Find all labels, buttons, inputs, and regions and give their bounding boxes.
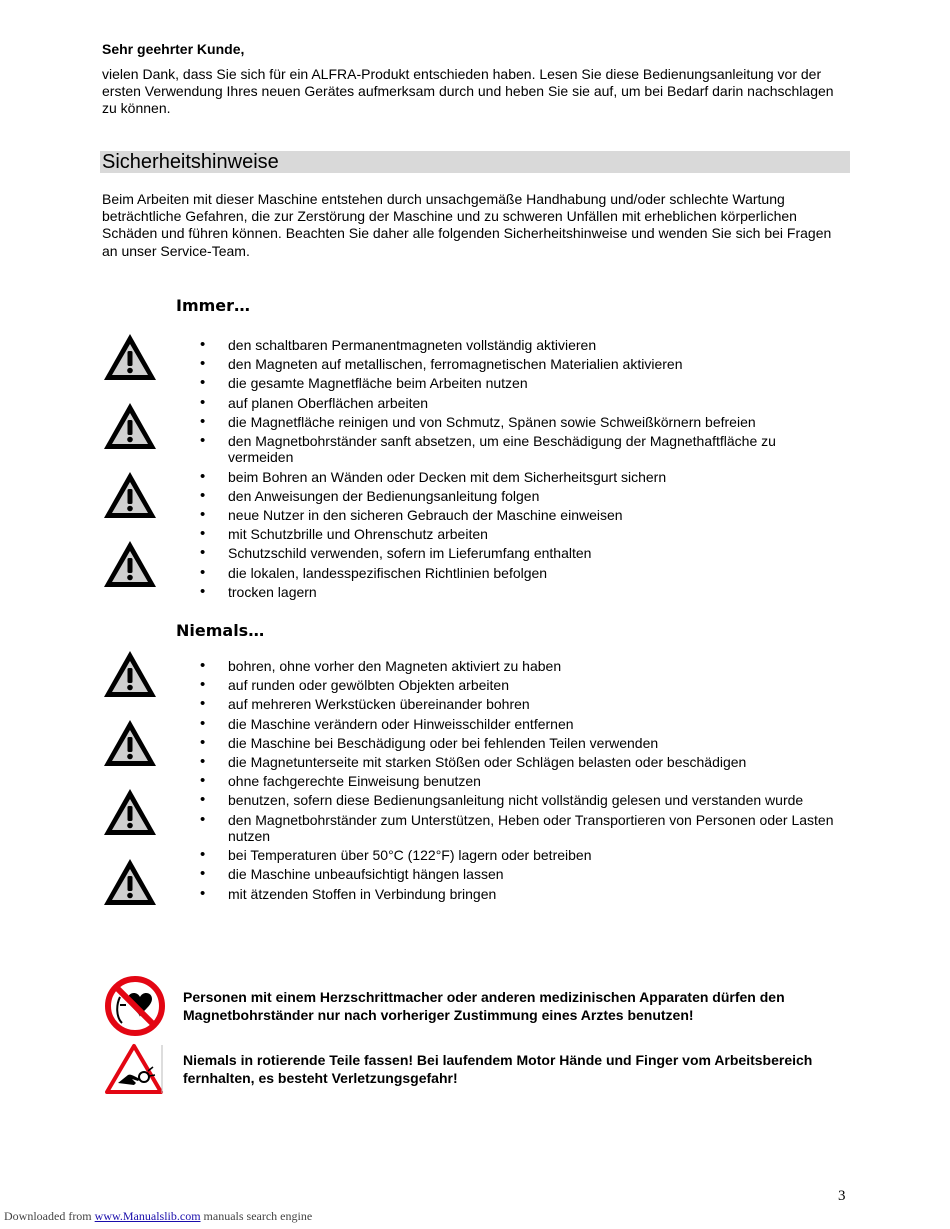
intro-paragraph: vielen Dank, dass Sie sich für ein ALFRA-Produkt entschieden haben. Lesen Sie diese Bedienungsanleitung vor der ersten Verwendung Ihres neuen Gerätes aufmerksam durch und heben Sie sie auf, um bei Bedarf darin nachschlagen zu können.	[102, 66, 834, 117]
list-item: • die Maschine bei Beschädigung oder bei fehlenden Teilen verwenden	[200, 735, 840, 752]
list-item: • bohren, ohne vorher den Magneten aktiviert zu haben	[200, 658, 840, 675]
always-heading: Immer…	[176, 296, 251, 315]
page-number: 3	[838, 1188, 846, 1204]
warning-paragraph: Beim Arbeiten mit dieser Maschine entstehen durch unsachgemäße Handhabung und/oder schlechte Wartung beträchtliche Gefahren, die zur Zerstörung der Maschine und zu schweren Unfällen mit erheblichen körperlichen Schäden und führen können. Beachten Sie daher alle folgenden Sicherheitshinweise und wenden Sie sich bei Fragen an unser Service-Team.	[102, 191, 832, 259]
list-item: • die Magnetfläche reinigen und von Schmutz, Spänen sowie Schweißkörnern befreien	[200, 414, 840, 431]
list-item: • benutzen, sofern diese Bedienungsanleitung nicht vollständig gelesen und verstanden wurde	[200, 792, 840, 809]
list-item: • den schaltbaren Permanentmagneten vollständig aktivieren	[200, 337, 840, 354]
list-item: • den Anweisungen der Bedienungsanleitung folgen	[200, 488, 840, 505]
warning-triangle-icon	[101, 856, 159, 908]
never-list	[200, 658, 840, 905]
never-heading: Niemals…	[176, 621, 265, 640]
footer-prefix: Downloaded from	[4, 1209, 92, 1223]
warning-triangle-icon	[101, 786, 159, 838]
list-item: • auf mehreren Werkstücken übereinander bohren	[200, 696, 840, 713]
pacemaker-notice: Personen mit einem Herzschrittmacher oder anderen medizinischen Apparaten dürfen den Magnetbohrständer nur nach vorheriger Zustimmung eines Arztes benutzen!	[183, 989, 785, 1023]
list-item: • beim Bohren an Wänden oder Decken mit dem Sicherheitsgurt sichern	[200, 469, 840, 486]
warning-triangle-icon	[101, 648, 159, 700]
always-list	[200, 337, 840, 603]
list-item: • auf runden oder gewölbten Objekten arbeiten	[200, 677, 840, 694]
greeting: Sehr geehrter Kunde,	[102, 41, 245, 57]
footer-suffix: manuals search engine	[203, 1209, 313, 1223]
list-item: • mit Schutzbrille und Ohrenschutz arbeiten	[200, 526, 840, 543]
list-item: • neue Nutzer in den sicheren Gebrauch der Maschine einweisen	[200, 507, 840, 524]
list-item: • Schutzschild verwenden, sofern im Lieferumfang enthalten	[200, 545, 840, 562]
list-item: • die Magnetunterseite mit starken Stößen oder Schlägen belasten oder beschädigen	[200, 754, 840, 771]
no-pacemaker-icon	[104, 975, 166, 1037]
list-item: • den Magnetbohrständer sanft absetzen, um eine Beschädigung der Magnethaftfläche zu vermeiden	[200, 433, 840, 466]
warning-triangle-icon	[101, 400, 159, 452]
warning-triangle-icon	[101, 538, 159, 590]
footer-link[interactable]: www.Manualslib.com	[94, 1209, 201, 1223]
list-item: • den Magneten auf metallischen, ferromagnetischen Materialien aktivieren	[200, 356, 840, 373]
footer	[4, 1209, 312, 1224]
list-item: • den Magnetbohrständer zum Unterstützen, Heben oder Transportieren von Personen oder Lasten nutzen	[200, 812, 840, 845]
list-item: • bei Temperaturen über 50°C (122°F) lagern oder betreiben	[200, 847, 840, 864]
hand-rotating-parts-warning-icon	[104, 1043, 164, 1095]
list-item: • trocken lagern	[200, 584, 840, 601]
warning-triangle-icon	[101, 717, 159, 769]
list-item: • die Maschine verändern oder Hinweisschilder entfernen	[200, 716, 840, 733]
warning-triangle-icon	[101, 469, 159, 521]
list-item: • ohne fachgerechte Einweisung benutzen	[200, 773, 840, 790]
warning-triangle-icon	[101, 331, 159, 383]
list-item: • die Maschine unbeaufsichtigt hängen lassen	[200, 866, 840, 883]
section-title: Sicherheitshinweise	[102, 151, 279, 173]
list-item: • die gesamte Magnetfläche beim Arbeiten nutzen	[200, 375, 840, 392]
rotating-parts-notice: Niemals in rotierende Teile fassen! Bei laufendem Motor Hände und Finger vom Arbeitsbereich fernhalten, es besteht Verletzungsgefahr!	[183, 1052, 813, 1086]
list-item: • die lokalen, landesspezifischen Richtlinien befolgen	[200, 565, 840, 582]
list-item: • mit ätzenden Stoffen in Verbindung bringen	[200, 886, 840, 903]
list-item: • auf planen Oberflächen arbeiten	[200, 395, 840, 412]
